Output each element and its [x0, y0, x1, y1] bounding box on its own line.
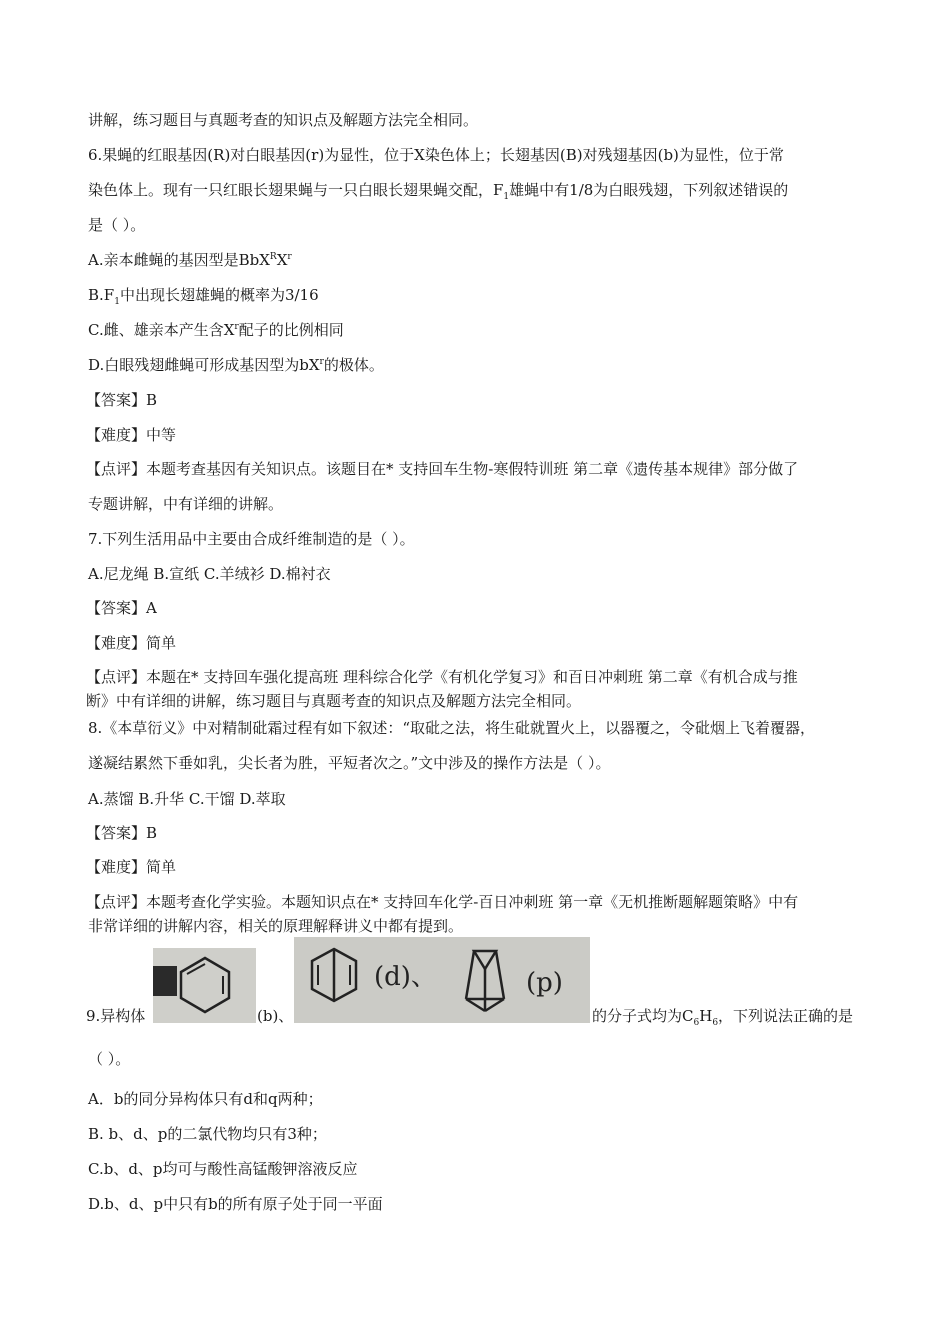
text-line: 讲解，练习题目与真题考查的知识点及解题方法完全相同。 [88, 111, 479, 129]
difficulty: 【难度】简单 [86, 634, 177, 652]
question-8-stem: 8.《本草衍义》中对精制砒霜过程有如下叙述：“取砒之法，将生砒就置火上，以器覆之，令砒烟上飞着覆器， [88, 719, 815, 737]
difficulty: 【难度】中等 [86, 426, 177, 444]
question-8-stem: 遂凝结累然下垂如乳，尖长者为胜，平短者次之。”文中涉及的操作方法是（ ）。 [88, 754, 611, 772]
option-a: A．b的同分异构体只有d和q两种； [88, 1090, 323, 1108]
answer: 【答案】A [86, 599, 157, 617]
option-c: C.雌、雄亲本产生含$X^r$配子的比例相同 [88, 321, 344, 339]
structure-label-d: (d)、 [374, 962, 437, 992]
option-c: C.b、d、p均可与酸性高锰酸钾溶液反应 [88, 1160, 358, 1178]
comment: 【点评】本题考查化学实验。本题知识点在* 支持回车化学-百日冲刺班 第一章《无机推断题解题策略》中有 [86, 893, 799, 911]
comment: 断》中有详细的讲解，练习题目与真题考查的知识点及解题方法完全相同。 [86, 692, 582, 710]
option-d: D.b、d、p中只有b的所有原子处于同一平面 [88, 1195, 383, 1213]
question-7-stem: 7.下列生活用品中主要由合成纤维制造的是（ ）。 [88, 530, 415, 548]
comment: 【点评】本题在* 支持回车强化提高班 理科综合化学《有机化学复习》和百日冲刺班 第二章《有机合成与推 [86, 668, 798, 686]
comment: 【点评】本题考查基因有关知识点。该题目在* 支持回车生物-寒假特训班 第二章《遗传基本规律》部分做了 [86, 460, 799, 478]
question-6-stem: 染色体上。现有一只红眼长翅果蝇与一只白眼长翅果蝇交配，$F_1$雄蝇中有1/8为白眼残翅，下列叙述错误的 [88, 181, 789, 202]
option-b: $B.F_1$中出现长翅雄蝇的概率为3/16 [88, 286, 319, 307]
question-6-stem: 6.果蝇的红眼基因(R)对白眼基因(r)为显性，位于X染色体上；长翅基因(B)对残翅基因(b)为显性，位于常 [88, 146, 784, 164]
question-9-stem: （ ）。 [88, 1050, 131, 1068]
dewar-prismane-structure-image [294, 937, 590, 1023]
option-d: D.白眼残翅雌蝇可形成基因型为$bX^r$的极体。 [88, 356, 384, 374]
comment: 专题讲解，中有详细的讲解。 [88, 495, 284, 513]
question-9-prefix: 9.异构体 [86, 1007, 146, 1025]
benzene-structure-image [153, 948, 256, 1023]
option-b: B. b、d、p的二氯代物均只有3种； [88, 1125, 327, 1143]
question-9-b-label: (b)、 [257, 1007, 294, 1025]
question-6-stem: 是（ ）。 [88, 216, 146, 234]
answer: 【答案】B [86, 824, 158, 842]
question-7-options: A.尼龙绳 B.宣纸 C.羊绒衫 D.棉衬衣 [88, 565, 331, 583]
difficulty: 【难度】简单 [86, 858, 177, 876]
answer: 【答案】B [86, 391, 158, 409]
option-a: A.亲本雌蝇的基因型是$BbX^RX^r$ [88, 251, 292, 269]
comment: 非常详细的讲解内容，相关的原理解释讲义中都有提到。 [88, 917, 464, 935]
question-9-stem: 的分子式均为$C_6H_6$，下列说法正确的是 [592, 1007, 854, 1028]
structure-label-p: (p) [526, 968, 563, 998]
question-8-options: A.蒸馏 B.升华 C.干馏 D.萃取 [88, 790, 286, 808]
